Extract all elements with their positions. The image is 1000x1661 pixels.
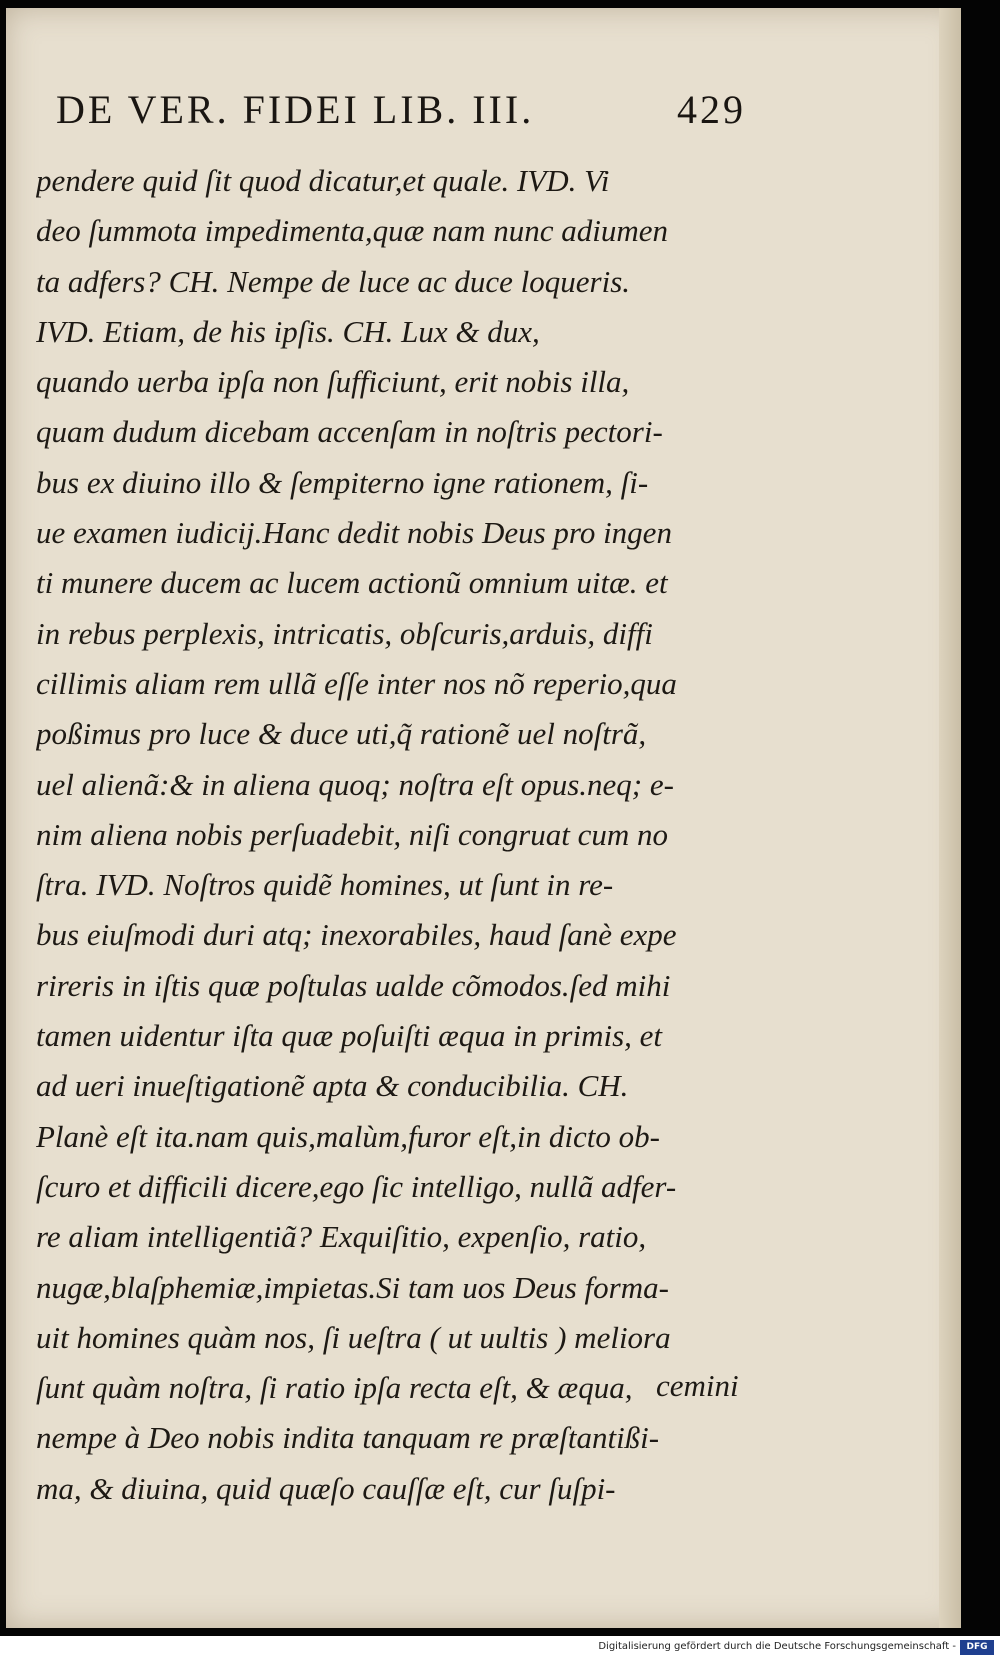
text-line: ma, & diuina, quid quæſo cauſſæ eſt, cur ſuſpi- [36,1470,616,1506]
text-line: cillimis aliam rem ullã eſſe inter nos nõ reperio,qua [36,665,677,701]
text-line: nugæ,blaſphemiæ,impietas.Si tam uos Deus forma- [36,1269,669,1305]
text-line: rireris in iſtis quæ poſtulas ualde cõmodos.ſed mihi [36,967,671,1003]
text-line: uit homines quàm nos, ſi ueſtra ( ut uultis ) meliora [36,1319,671,1355]
page-number: 429 [677,87,746,132]
text-line: quando uerba ipſa non ſufficiunt, erit nobis illa, [36,364,630,400]
text-line: ſcuro et difficili dicere,ego ſic intelligo, nullã adfer- [36,1168,677,1204]
text-line: re aliam intelligentiã? Exquiſitio, expenſio, ratio, [36,1219,647,1255]
text-line: ue examen iudicij.Hanc dedit nobis Deus pro ingen [36,515,672,551]
text-line: deo ſummota impedimenta,quæ nam nunc adiumen [36,213,668,249]
text-line: ti munere ducem ac lucem actionũ omnium uitæ. et [36,565,668,601]
text-line: pendere quid ſit quod dicatur,et quale. IVD. Vi [36,163,610,198]
text-line: ſunt quàm noſtra, ſi ratio ipſa recta eſt, & æqua, [36,1370,633,1406]
catchword: cemini [656,1368,739,1403]
text-line: quam dudum dicebam accenſam in noſtris pectori- [36,414,663,450]
book-page [6,8,961,1628]
footer-bar [0,1636,1000,1661]
dfg-logo-icon: DFG [960,1640,994,1655]
text-line: IVD. Etiam, de his ipſis. CH. Lux & dux, [36,313,540,349]
text-line: bus eiuſmodi duri atq; inexorabiles, haud ſanè expe [36,917,677,953]
text-line: tamen uidentur iſta quæ poſuiſti æqua in primis, et [36,1018,663,1054]
text-line: nempe à Deo nobis indita tanquam re præſtantißi- [36,1420,660,1456]
text-line: ad ueri inueſtigationẽ apta & conducibilia. CH. [36,1068,629,1104]
body-text [36,156,736,1514]
text-line: nim aliena nobis perſuadebit, niſi congruat cum no [36,816,669,852]
text-line: bus ex diuino illo & ſempiterno igne rationem, ſi- [36,464,649,500]
text-line: ta adfers? CH. Nempe de luce ac duce loqueris. [36,263,631,299]
text-line: poßimus pro luce & duce uti,q̃ rationẽ uel noſtrã, [36,716,647,752]
page-edge [939,8,961,1628]
text-line: Planè eſt ita.nam quis,malùm,furor eſt,in dicto ob- [36,1118,660,1154]
text-line: in rebus perplexis, intricatis, obſcuris,arduis, diffi [36,615,653,651]
text-line: ſtra. IVD. Noſtros quidẽ homines, ut ſunt in re- [36,867,614,903]
text-line: uel alienã:& in aliena quoq; noſtra eſt opus.neq; e- [36,766,674,802]
digitization-credit: Digitalisierung gefördert durch die Deutsche Forschungsgemeinschaft - [598,1641,956,1652]
running-head-title: DE VER. FIDEI LIB. III. [56,87,535,132]
running-head [56,86,746,146]
